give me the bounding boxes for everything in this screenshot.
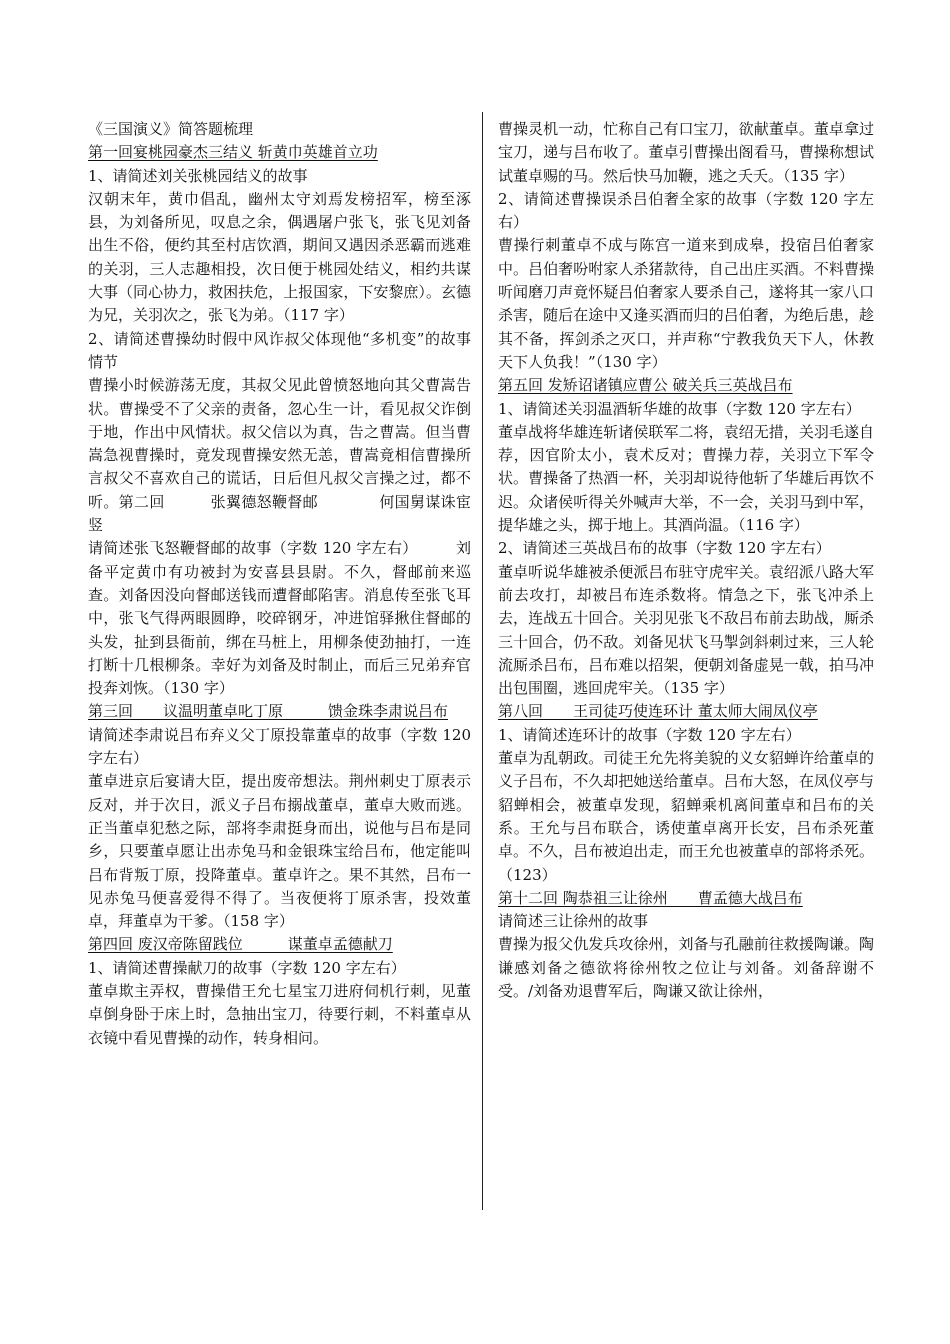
answer-paragraph: 董卓进京后宴请大臣，提出废帝想法。荆州刺史丁原表示反对，并于次日，派义子吕布搦战董卓，董卓大败而逃。正当董卓犯愁之际，部将李肃挺身而出，说他与吕布是同乡，只要董卓愿让出赤兔马和金银珠宝给吕布，他定能叫吕布背叛丁原，投降董卓。董卓许之。果不其然，吕布一见赤兔马便喜爱得不得了。当夜便将丁原杀害，投效董卓，拜董卓为干爹。（158 字） [88,772,471,931]
chapter-heading: 第三回 议温明董卓叱丁原 馈金珠李肃说吕布 [88,702,449,721]
answer-paragraph: 汉朝末年，黄巾倡乱，幽州太守刘焉发榜招军，榜至涿县，为刘备所见，叹息之余，偶遇屠户张飞，张飞见刘备出生不俗，便约其至村店饮酒，期间又遇因杀恶霸而逃难的关羽，三人志趣相投，次日便于桃园处结义，相约共谋大事（同心协力，救困扶危，上报国家，下安黎庶）。玄德为兄，关羽次之，张飞为弟。（117 字） [88,189,471,325]
answer-paragraph: 董卓欺主弄权，曹操借王允七星宝刀进府伺机行刺，见董卓倒身卧于床上时，急抽出宝刀，待要行刺，不料董卓从衣镜中看见曹操的动作，转身相问。 [88,981,471,1047]
answer-paragraph: 曹操行刺董卓不成与陈宫一道来到成皋，投宿吕伯奢家中。吕伯奢吩咐家人杀猪款待，自己出庄买酒。不料曹操听闻磨刀声竟怀疑吕伯奢家人要杀自己，遂将其一家八口杀害，随后在途中又逢买酒而归的吕伯奢，为绝后患，趁其不备，挥剑杀之灭口，并声称“宁教我负天下人，休教天下人负我！”（130 字） [498,236,874,371]
answer-paragraph: 曹操小时候游荡无度，其叔父见此曾愤怒地向其父曹嵩告状。曹操受不了父亲的责备，忽心生一计，看见叔父诈倒于地，作出中风情状。叔父信以为真，告之曹嵩。但当曹嵩急视曹操时，竟发现曹操安然无恙，曹嵩竟相信曹操所言叔父不喜欢自己的谎话，日后但凡叔父言操之过，都不听。第二回 张翼德怒鞭督邮 何国舅谋诛宦竖 [88,376,471,535]
chapter-heading: 第五回 发矫诏诸镇应曹公 破关兵三英战吕布 [498,376,793,395]
question: 请简述李肃说吕布弃义父丁原投靠董卓的故事（字数 120 字左右） [88,725,471,768]
question: 1、请简述刘关张桃园结义的故事 [88,166,308,185]
answer-paragraph: 董卓战将华雄连斩诸侯联军二将，袁绍无措，关羽毛遂自荐，因官阶太小，袁术反对；曹操力荐，关羽立下军令状。曹操备了热酒一杯，关羽却说待他斩了华雄后再饮不迟。众诸侯听得关外喊声大举，不一会，关羽马到中军，提华雄之头，掷于地上。其酒尚温。（116 字） [498,422,874,535]
question: 请简述张飞怒鞭督邮的故事（字数 120 字左右） 刘备平定黄巾有功被封为安喜县县尉。不久，督邮前来巡查。刘备因没向督邮送钱而遭督邮陷害。消息传至张飞耳中，张飞气得两眼圆睁，咬碎钢牙，冲进馆驿揪住督邮的头发，扯到县衙前，绑在马桩上，用柳条使劲抽打，一连打断十几根柳条。幸好为刘备及时制止，而后三兄弟弃官投奔刘恢。（130 字） [88,539,471,698]
question: 1、请简述连环计的故事（字数 120 字左右） [498,725,801,744]
answer-paragraph: 董卓听说华雄被杀便派吕布驻守虎牢关。袁绍派八路大军前去攻打，却被吕布连杀数将。情急之下，张飞冲杀上去，连战五十回合。关羽见张飞不敌吕布前去助战，厮杀三十回合，仍不敌。刘备见状飞马掣剑斜刺过来，三人轮流厮杀吕布，吕布难以招架，便朝刘备虚晃一戟，拍马冲出包围圈，逃回虎牢关。（135 字） [498,562,874,698]
right-column [498,118,874,1003]
answer-paragraph: 曹操为报父仇发兵攻徐州，刘备与孔融前往救援陶谦。陶谦感刘备之德欲将徐州牧之位让与刘备。刘备辞谢不受。/刘备劝退曹军后，陶谦又欲让徐州， [498,935,874,1000]
document-title: 《三国演义》简答题梳理 [88,120,254,138]
chapter-heading: 第四回 废汉帝陈留践位 谋董卓孟德献刀 [88,935,393,954]
question: 1、请简述关羽温酒斩华雄的故事（字数 120 字左右） [498,399,861,418]
answer-paragraph: 曹操灵机一动，忙称自己有口宝刀，欲献董卓。董卓拿过宝刀，递与吕布收了。董卓引曹操出阁看马，曹操称想试试董卓赐的马。然后快马加鞭，逃之夭夭。（135 字） [498,120,874,185]
question: 请简述三让徐州的故事 [498,912,649,931]
question: 1、请简述曹操献刀的故事（字数 120 字左右） [88,958,406,977]
question: 2、请简述曹操幼时假中风诈叔父体现他“多机变”的故事情节 [88,329,471,371]
chapter-heading: 第八回 王司徒巧使连环计 董太师大闹凤仪亭 [498,702,818,721]
chapter-heading: 第十二回 陶恭祖三让徐州 曹孟德大战吕布 [498,888,803,907]
answer-paragraph: 董卓为乱朝政。司徒王允先将美貌的义女貂蝉许给董卓的义子吕布，不久却把她送给董卓。吕布大怒，在凤仪亭与貂蝉相会，被董卓发现，貂蝉乘机离间董卓和吕布的关系。王允与吕布联合，诱使董卓离开长安，吕布杀死董卓。不久，吕布被迫出走，而王允也被董卓的部将杀死。（123） [498,749,874,884]
question: 2、请简述三英战吕布的故事（字数 120 字左右） [498,539,831,558]
left-column [88,118,471,1050]
chapter-heading: 第一回宴桃园豪杰三结义 斩黄巾英雄首立功 [88,143,378,162]
question: 2、请简述曹操误杀吕伯奢全家的故事（字数 120 字左右） [498,189,874,232]
column-divider [482,112,483,1210]
